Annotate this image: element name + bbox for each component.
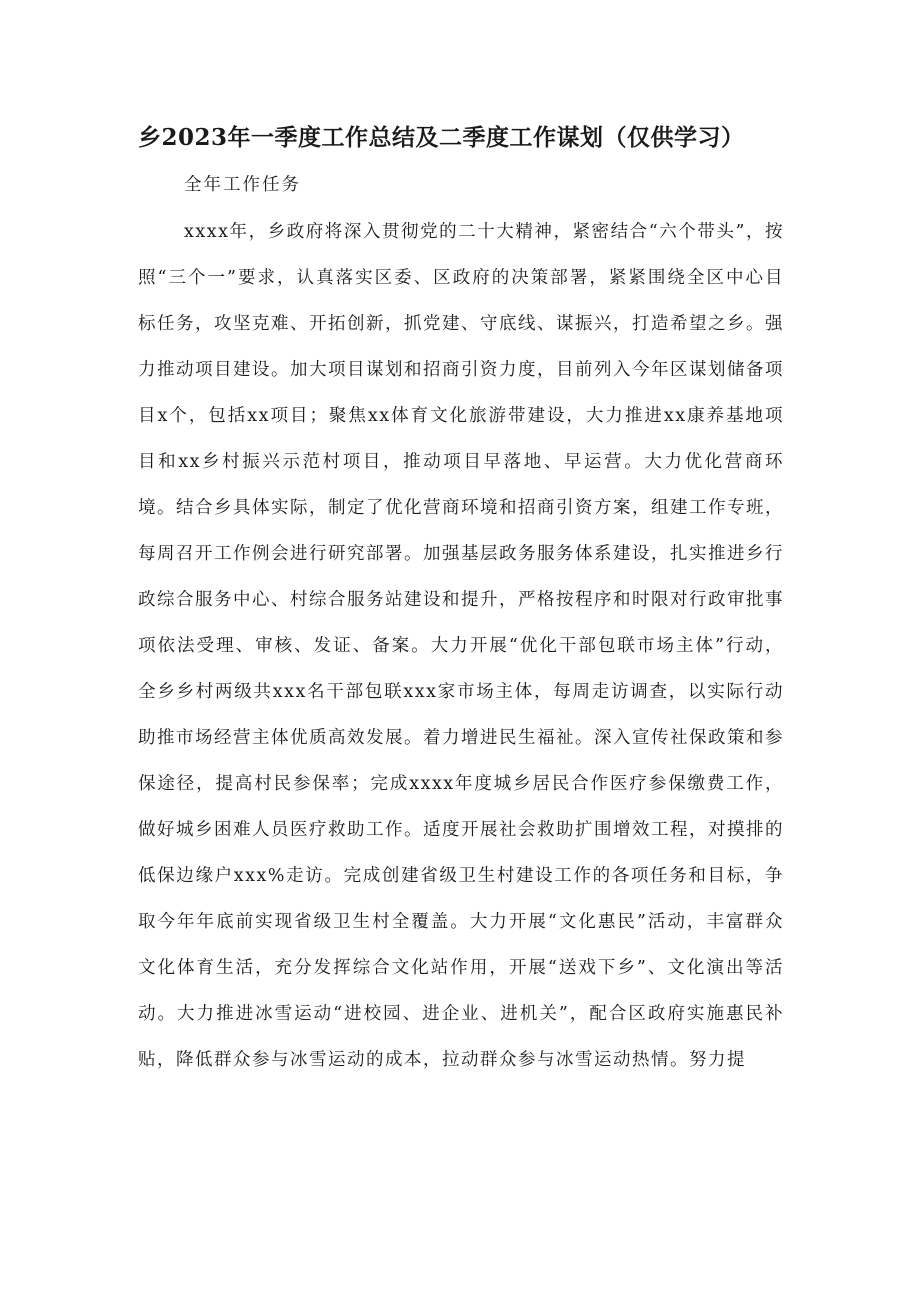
body-paragraph: xxxx年，乡政府将深入贯彻党的二十大精神，紧密结合“六个带头”，按照“三个一”要求，认真落实区委、区政府的决策部署，紧紧围绕全区中心目标任务，攻坚克难、开拓创新，抓党建、守底线、谋振兴，打造希望之乡。强力推动项目建设。加大项目谋划和招商引资力度，目前列入今年区谋划储备项目x个，包括xx项目；聚焦xx体育文化旅游带建设，大力推进xx康养基地项目和xx乡村振兴示范村项目，推动项目早落地、早运营。大力优化营商环境。结合乡具体实际，制定了优化营商环境和招商引资方案，组建工作专班，每周召开工作例会进行研究部署。加强基层政务服务体系建设，扎实推进乡行政综合服务中心、村综合服务站建设和提升，严格按程序和时限对行政审批事项依法受理、审核、发证、备案。大力开展“优化干部包联市场主体”行动，全乡乡村两级共xxx名干部包联xxx家市场主体，每周走访调查，以实际行动助推市场经营主体优质高效发展。着力增进民生福祉。深入宣传社保政策和参保途径，提高村民参保率；完成xxxx年度城乡居民合作医疗参保缴费工作，做好城乡困难人员医疗救助工作。适度开展社会救助扩围增效工程，对摸排的低保边缘户xxx%走访。完成创建省级卫生村建设工作的各项任务和目标，争取今年年底前实现省级卫生村全覆盖。大力开展“文化惠民”活动，丰富群众文化体育生活，充分发挥综合文化站作用，开展“送戏下乡”、文化演出等活动。大力推进冰雪运动“进校园、进企业、进机关”，配合区政府实施惠民补贴，降低群众参与冰雪运动的成本，拉动群众参与冰雪运动热情。努力提	[138, 222, 784, 1070]
document-title: 乡2023年一季度工作总结及二季度工作谋划（仅供学习）	[138, 124, 745, 151]
section-heading: 全年工作任务	[184, 175, 301, 195]
